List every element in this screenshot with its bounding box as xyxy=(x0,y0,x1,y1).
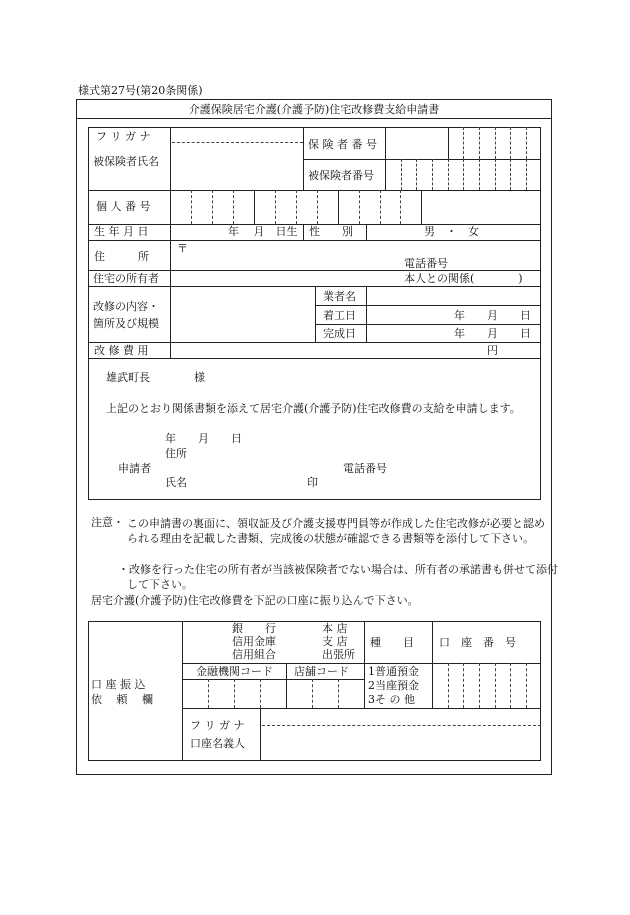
bank-heading-divider xyxy=(182,621,183,761)
seal-mark: 印 xyxy=(307,476,318,489)
form-number: 様式第27号(第20条関係) xyxy=(78,84,203,97)
branch-name-field[interactable] xyxy=(286,623,320,661)
bank-name-field[interactable] xyxy=(184,623,229,661)
cost-field[interactable] xyxy=(171,343,481,358)
code-label-underline xyxy=(182,679,364,680)
holder-label: 口座名義人 xyxy=(190,737,245,750)
address-phone-label: 電話番号 xyxy=(404,257,448,270)
bank-code-field[interactable] xyxy=(184,681,284,706)
contractor-label: 業者名 xyxy=(323,290,356,303)
contents-label-2: 箇所及び規模 xyxy=(93,317,159,330)
contractor-divider-left xyxy=(315,286,316,342)
furigana-label: フ リ ガ ナ xyxy=(96,130,151,143)
holder-furigana-divider xyxy=(262,725,541,726)
account-number-field[interactable] xyxy=(433,664,540,707)
sex-label: 性 別 xyxy=(309,225,353,238)
branch-code-label: 店舗コード xyxy=(294,665,349,678)
sex-divider-right xyxy=(366,224,367,240)
personal-number-field[interactable] xyxy=(171,191,420,223)
owner-label: 住宅の所有者 xyxy=(93,272,159,285)
declaration-statement: 上記のとおり関係書類を添えて居宅介護(介護予防)住宅改修費の支給を申請します。 xyxy=(106,402,521,415)
bank-heading-1: 口 座 振 込 xyxy=(91,678,146,691)
bank-type-2: 信用金庫 xyxy=(232,635,276,648)
kind-label: 種 目 xyxy=(370,636,414,649)
sex-divider-left xyxy=(303,224,304,240)
birth-date-field[interactable] xyxy=(171,225,302,239)
contents-field[interactable] xyxy=(171,287,314,341)
branch-type-2: 支 店 xyxy=(322,635,348,648)
name-label-divider xyxy=(170,127,171,190)
applicant-address-field[interactable] xyxy=(195,446,535,460)
birth-date-ymd: 年 月 日生 xyxy=(228,225,298,238)
end-date-ymd: 年 月 日 xyxy=(454,327,531,340)
applicant-address-label: 住所 xyxy=(165,447,187,460)
yen-unit: 円 xyxy=(487,344,498,357)
branch-type-3: 出張所 xyxy=(322,648,355,661)
contents-label-1: 改修の内容・ xyxy=(93,300,159,313)
insured-name-field[interactable] xyxy=(172,144,302,189)
insured-number-label: 被保険者番号 xyxy=(308,169,374,182)
furigana-divider xyxy=(172,142,303,143)
bank-code-label: 金融機関コード xyxy=(196,665,273,678)
holder-label-divider xyxy=(260,708,261,761)
applicant-label: 申請者 xyxy=(118,462,151,475)
address-field[interactable] xyxy=(190,241,535,269)
note1-text: この申請書の裏面に、領収証及び介護支援専門員等が作成した住宅改修が必要と認められる理由を記載した書類、完成後の状態が確認できる書類等を添付して下さい。 xyxy=(127,517,545,545)
cost-label: 改 修 費 用 xyxy=(94,344,149,357)
address-label: 住 所 xyxy=(94,250,149,263)
personal-number-label: 個 人 番 号 xyxy=(96,200,151,213)
start-date-field[interactable] xyxy=(367,306,540,323)
bank-heading-2: 依 頼 欄 xyxy=(91,693,153,706)
note1-prefix: 注意・ xyxy=(91,516,124,529)
branch-code-field[interactable] xyxy=(288,681,362,706)
holder-furigana-label: フ リ ガ ナ xyxy=(190,719,245,732)
kind-divider xyxy=(364,621,365,708)
postal-mark: 〒 xyxy=(177,242,188,255)
deposit-type-2[interactable]: 2当座預金 xyxy=(368,679,419,692)
birth-date-label: 生 年 月 日 xyxy=(94,225,149,238)
bank-type-1: 銀 行 xyxy=(232,622,276,635)
applicant-name-field[interactable] xyxy=(195,475,300,489)
applicant-phone-label: 電話番号 xyxy=(343,462,387,475)
bank-type-3: 信用組合 xyxy=(232,648,276,661)
holder-row-divider xyxy=(182,708,541,709)
note2-text: ・改修を行った住宅の所有者が当該被保険者でない場合は、所有者の承諾書も併せて添付して下さい。 xyxy=(118,563,558,591)
contractor-field[interactable] xyxy=(367,287,540,304)
start-date-ymd: 年 月 日 xyxy=(454,309,531,322)
deposit-type-3[interactable]: 3そ の 他 xyxy=(368,693,415,706)
owner-field[interactable] xyxy=(171,271,396,285)
insurer-number-label: 保 険 者 番 号 xyxy=(308,138,377,151)
declaration-date[interactable]: 年 月 日 xyxy=(165,432,242,445)
holder-name-field[interactable] xyxy=(262,727,539,760)
furigana-field[interactable] xyxy=(172,128,302,142)
relation-label: 本人との関係( ) xyxy=(404,272,523,285)
insurer-number-field[interactable] xyxy=(386,128,540,158)
sex-options[interactable]: 男 ・ 女 xyxy=(424,225,479,238)
title-divider xyxy=(76,118,552,119)
holder-furigana-field[interactable] xyxy=(262,710,539,724)
branch-type-1: 本 店 xyxy=(322,622,348,635)
end-date-field[interactable] xyxy=(367,325,540,341)
addressee: 雄武町長 様 xyxy=(106,371,205,384)
insured-name-label: 被保険者氏名 xyxy=(93,155,159,168)
branch-code-divider xyxy=(286,663,287,708)
insured-number-field[interactable] xyxy=(386,160,540,189)
start-date-label: 着工日 xyxy=(323,309,356,322)
deposit-type-1[interactable]: 1普通預金 xyxy=(368,665,419,678)
transfer-instruction: 居宅介護(介護予防)住宅改修費を下記の口座に振り込んで下さい。 xyxy=(91,594,419,607)
end-date-label: 完成日 xyxy=(323,327,356,340)
account-number-label: 口 座 番 号 xyxy=(439,636,516,649)
form-title: 介護保険居宅介護(介護予防)住宅改修費支給申請書 xyxy=(188,103,440,116)
applicant-name-label: 氏名 xyxy=(165,476,187,489)
personal-number-end xyxy=(421,190,422,224)
address-label-divider xyxy=(170,240,171,270)
